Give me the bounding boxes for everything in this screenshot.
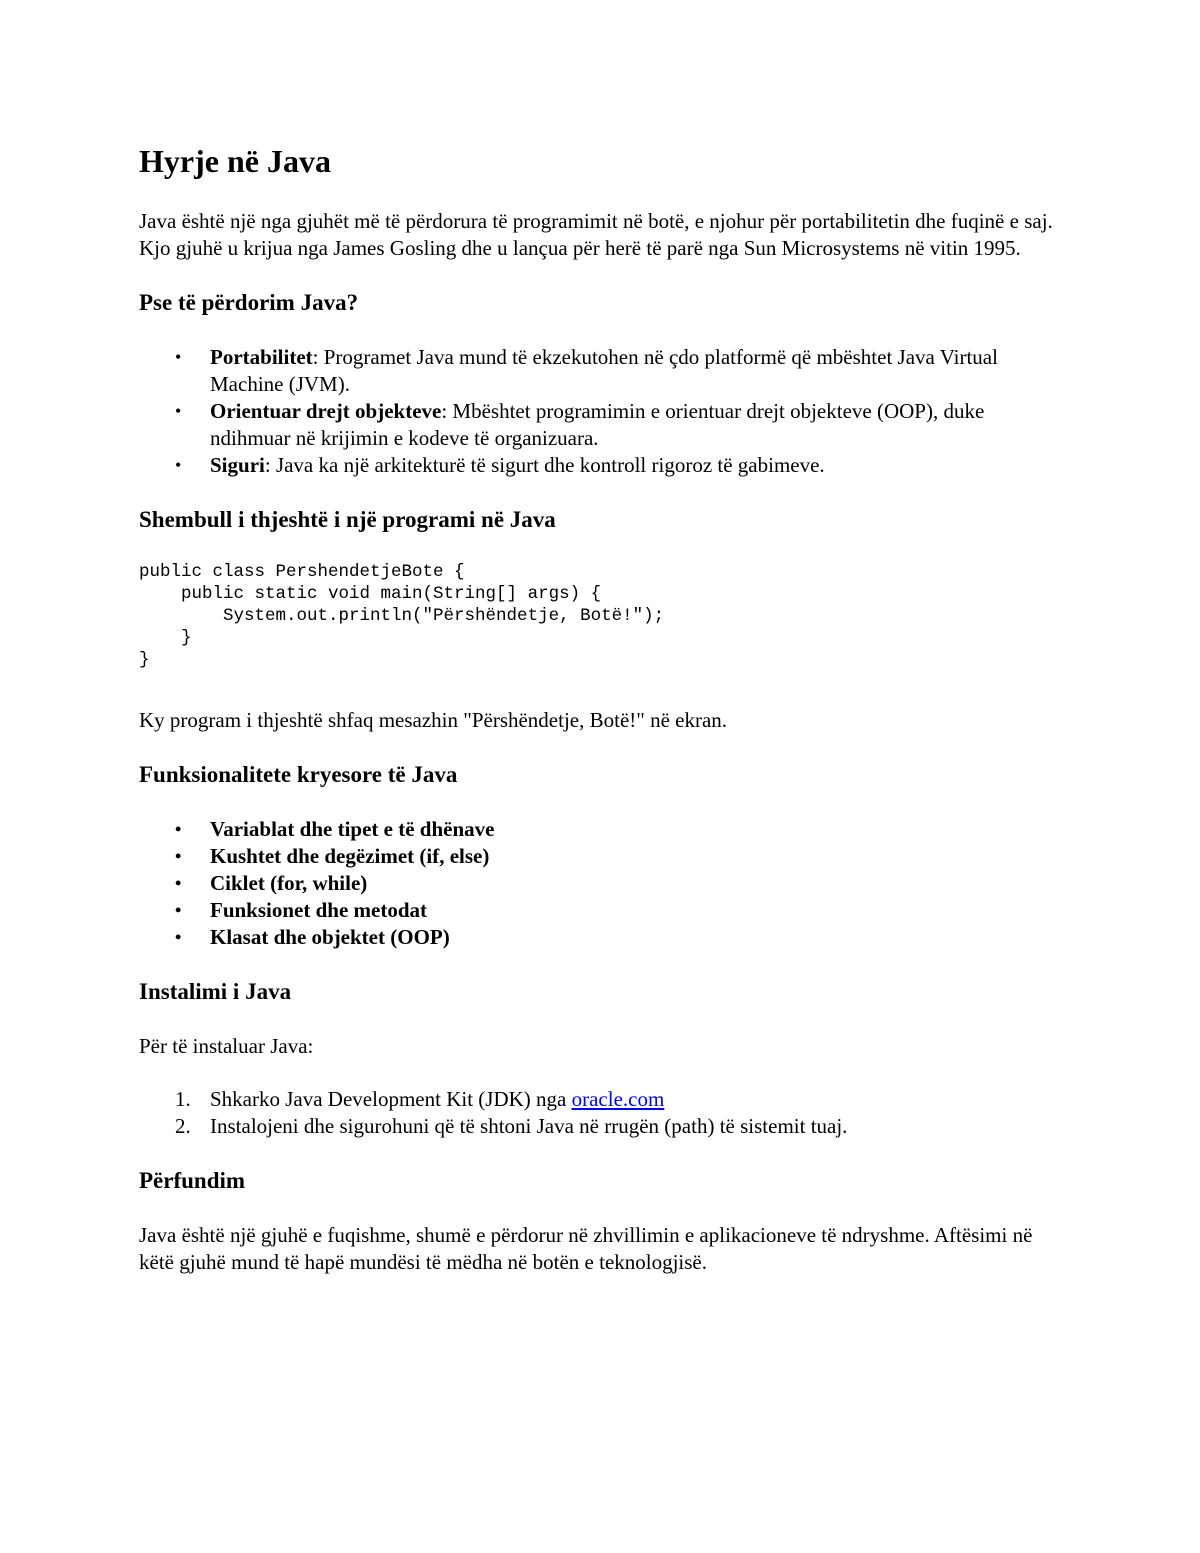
list-item bbox=[139, 897, 1069, 924]
bullet-icon: • bbox=[175, 846, 182, 866]
bullet-icon: • bbox=[175, 401, 182, 421]
list-item bbox=[139, 843, 1069, 870]
conclusion-heading: Përfundim bbox=[139, 1168, 246, 1193]
step-number: 2. bbox=[175, 1114, 191, 1138]
list-item-term: Siguri bbox=[210, 453, 265, 477]
bullet-icon: • bbox=[175, 455, 182, 475]
page-title: Hyrje në Java bbox=[139, 143, 331, 179]
features-heading: Funksionalitete kryesore të Java bbox=[139, 762, 458, 787]
install-heading: Instalimi i Java bbox=[139, 979, 292, 1004]
list-item-text: Ciklet (for, while) bbox=[210, 871, 368, 895]
list-item bbox=[139, 344, 1069, 398]
list-item bbox=[139, 398, 1069, 452]
bullet-icon: • bbox=[175, 347, 182, 367]
list-item-term: Orientuar drejt objekteve bbox=[210, 399, 442, 423]
example-heading: Shembull i thjeshtë i një programi në Java bbox=[139, 507, 556, 532]
list-item bbox=[139, 924, 1069, 951]
oracle-link[interactable]: oracle.com bbox=[571, 1087, 665, 1111]
step-number: 1. bbox=[175, 1087, 191, 1111]
install-lead: Për të instaluar Java: bbox=[139, 1034, 314, 1058]
bullet-icon: • bbox=[175, 819, 182, 839]
list-item-text: : Programet Java mund të ekzekutohen në çdo platformë që mbështet Java Virtual Machine (JVM). bbox=[210, 345, 998, 396]
list-item-term: Portabilitet bbox=[210, 345, 313, 369]
intro-paragraph: Java është një nga gjuhët më të përdorura të programimit në botë, e njohur për portabilitetin dhe fuqinë e saj. Kjo gjuhë u krijua nga James Gosling dhe u lançua për herë të parë nga Sun Microsystems në vitin 1995. bbox=[139, 209, 1053, 260]
list-item bbox=[139, 1086, 1069, 1113]
why-list bbox=[139, 344, 1069, 479]
list-item-text: : Java ka një arkitekturë të sigurt dhe kontroll rigoroz të gabimeve. bbox=[264, 453, 825, 477]
list-item bbox=[139, 1113, 1069, 1140]
document-page bbox=[139, 140, 1069, 1276]
list-item-text: Kushtet dhe degëzimet (if, else) bbox=[210, 844, 490, 868]
list-item-text: : Mbështet programimin e orientuar drejt objekteve (OOP), duke ndihmuar në krijimin e kodeve të organizuara. bbox=[210, 399, 985, 450]
list-item bbox=[139, 870, 1069, 897]
features-list bbox=[139, 816, 1069, 951]
bullet-icon: • bbox=[175, 927, 182, 947]
why-heading: Pse të përdorim Java? bbox=[139, 290, 359, 315]
list-item-text: Variablat dhe tipet e të dhënave bbox=[210, 817, 495, 841]
list-item-text: Instalojeni dhe sigurohuni që të shtoni Java në rrugën (path) të sistemit tuaj. bbox=[210, 1114, 848, 1138]
conclusion-paragraph: Java është një gjuhë e fuqishme, shumë e përdorur në zhvillimin e aplikacioneve të ndryshme. Aftësimi në këtë gjuhë mund të hapë mundësi të mëdha në botën e teknologjisë. bbox=[139, 1223, 1033, 1274]
code-block: public class PershendetjeBote { public static void main(String[] args) { System.out.println("Përshëndetje, Botë!"); } } bbox=[139, 562, 665, 670]
list-item-text: Funksionet dhe metodat bbox=[210, 898, 428, 922]
list-item-text: Klasat dhe objektet (OOP) bbox=[210, 925, 450, 949]
install-steps bbox=[139, 1086, 1069, 1140]
list-item-text: Shkarko Java Development Kit (JDK) nga bbox=[210, 1087, 572, 1111]
list-item bbox=[139, 452, 1069, 479]
bullet-icon: • bbox=[175, 873, 182, 893]
list-item bbox=[139, 816, 1069, 843]
example-caption: Ky program i thjeshtë shfaq mesazhin "Përshëndetje, Botë!" në ekran. bbox=[139, 708, 728, 732]
bullet-icon: • bbox=[175, 900, 182, 920]
